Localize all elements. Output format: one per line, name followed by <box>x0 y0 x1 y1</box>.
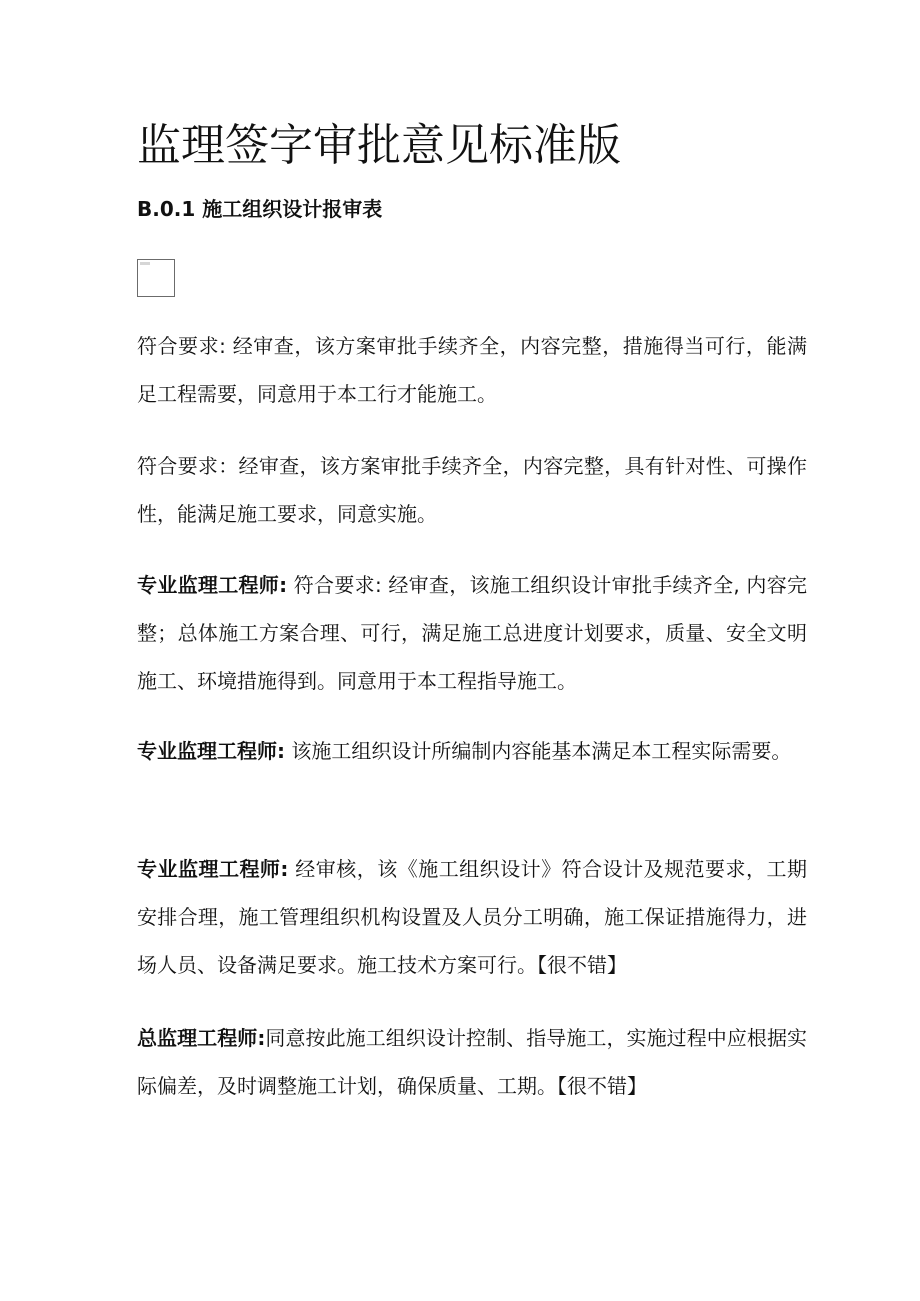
opinion-text: 该施工组织设计所编制内容能基本满足本工程实际需要。 <box>285 739 792 763</box>
opinion-text: 符合要求：经审查，该方案审批手续齐全，内容完整，具有针对性、可操作性，能满足施工要求，同意实施。 <box>137 454 807 526</box>
broken-image-icon <box>137 259 175 297</box>
approval-opinion-3 <box>137 561 807 705</box>
opinion-text: 符合要求: 经审查，该方案审批手续齐全，内容完整，措施得当可行，能满足工程需要，同意用于本工行才能施工。 <box>137 334 807 406</box>
opinion-text: 符合要求: 经审查，该施工组织设计审批手续齐全, 内容完整；总体施工方案合理、可行，满足施工总进度计划要求，质量、安全文明施工、环境措施得到。同意用于本工程指导施工。 <box>137 573 808 693</box>
document-title: 监理签字审批意见标准版 <box>137 120 621 171</box>
approval-opinion-5 <box>137 845 807 989</box>
opinion-label: 总监理工程师: <box>137 1026 266 1050</box>
section-heading: B.0.1 施工组织设计报审表 <box>137 197 383 221</box>
image-placeholder-corner <box>140 262 150 265</box>
opinion-label: 专业监理工程师: <box>137 573 288 597</box>
approval-opinion-1 <box>137 322 807 418</box>
approval-opinion-4 <box>137 727 807 775</box>
approval-opinion-6 <box>137 1014 807 1110</box>
opinion-text: 经审核，该《施工组织设计》符合设计及规范要求，工期安排合理，施工管理组织机构设置及人员分工明确，施工保证措施得力，进场人员、设备满足要求。施工技术方案可行。【很不错】 <box>137 857 807 977</box>
opinion-label: 专业监理工程师: <box>137 857 289 881</box>
opinion-text: 同意按此施工组织设计控制、指导施工，实施过程中应根据实际偏差，及时调整施工计划，确保质量、工期。【很不错】 <box>137 1026 808 1098</box>
opinion-label: 专业监理工程师: <box>137 739 285 763</box>
approval-opinion-2 <box>137 442 807 538</box>
